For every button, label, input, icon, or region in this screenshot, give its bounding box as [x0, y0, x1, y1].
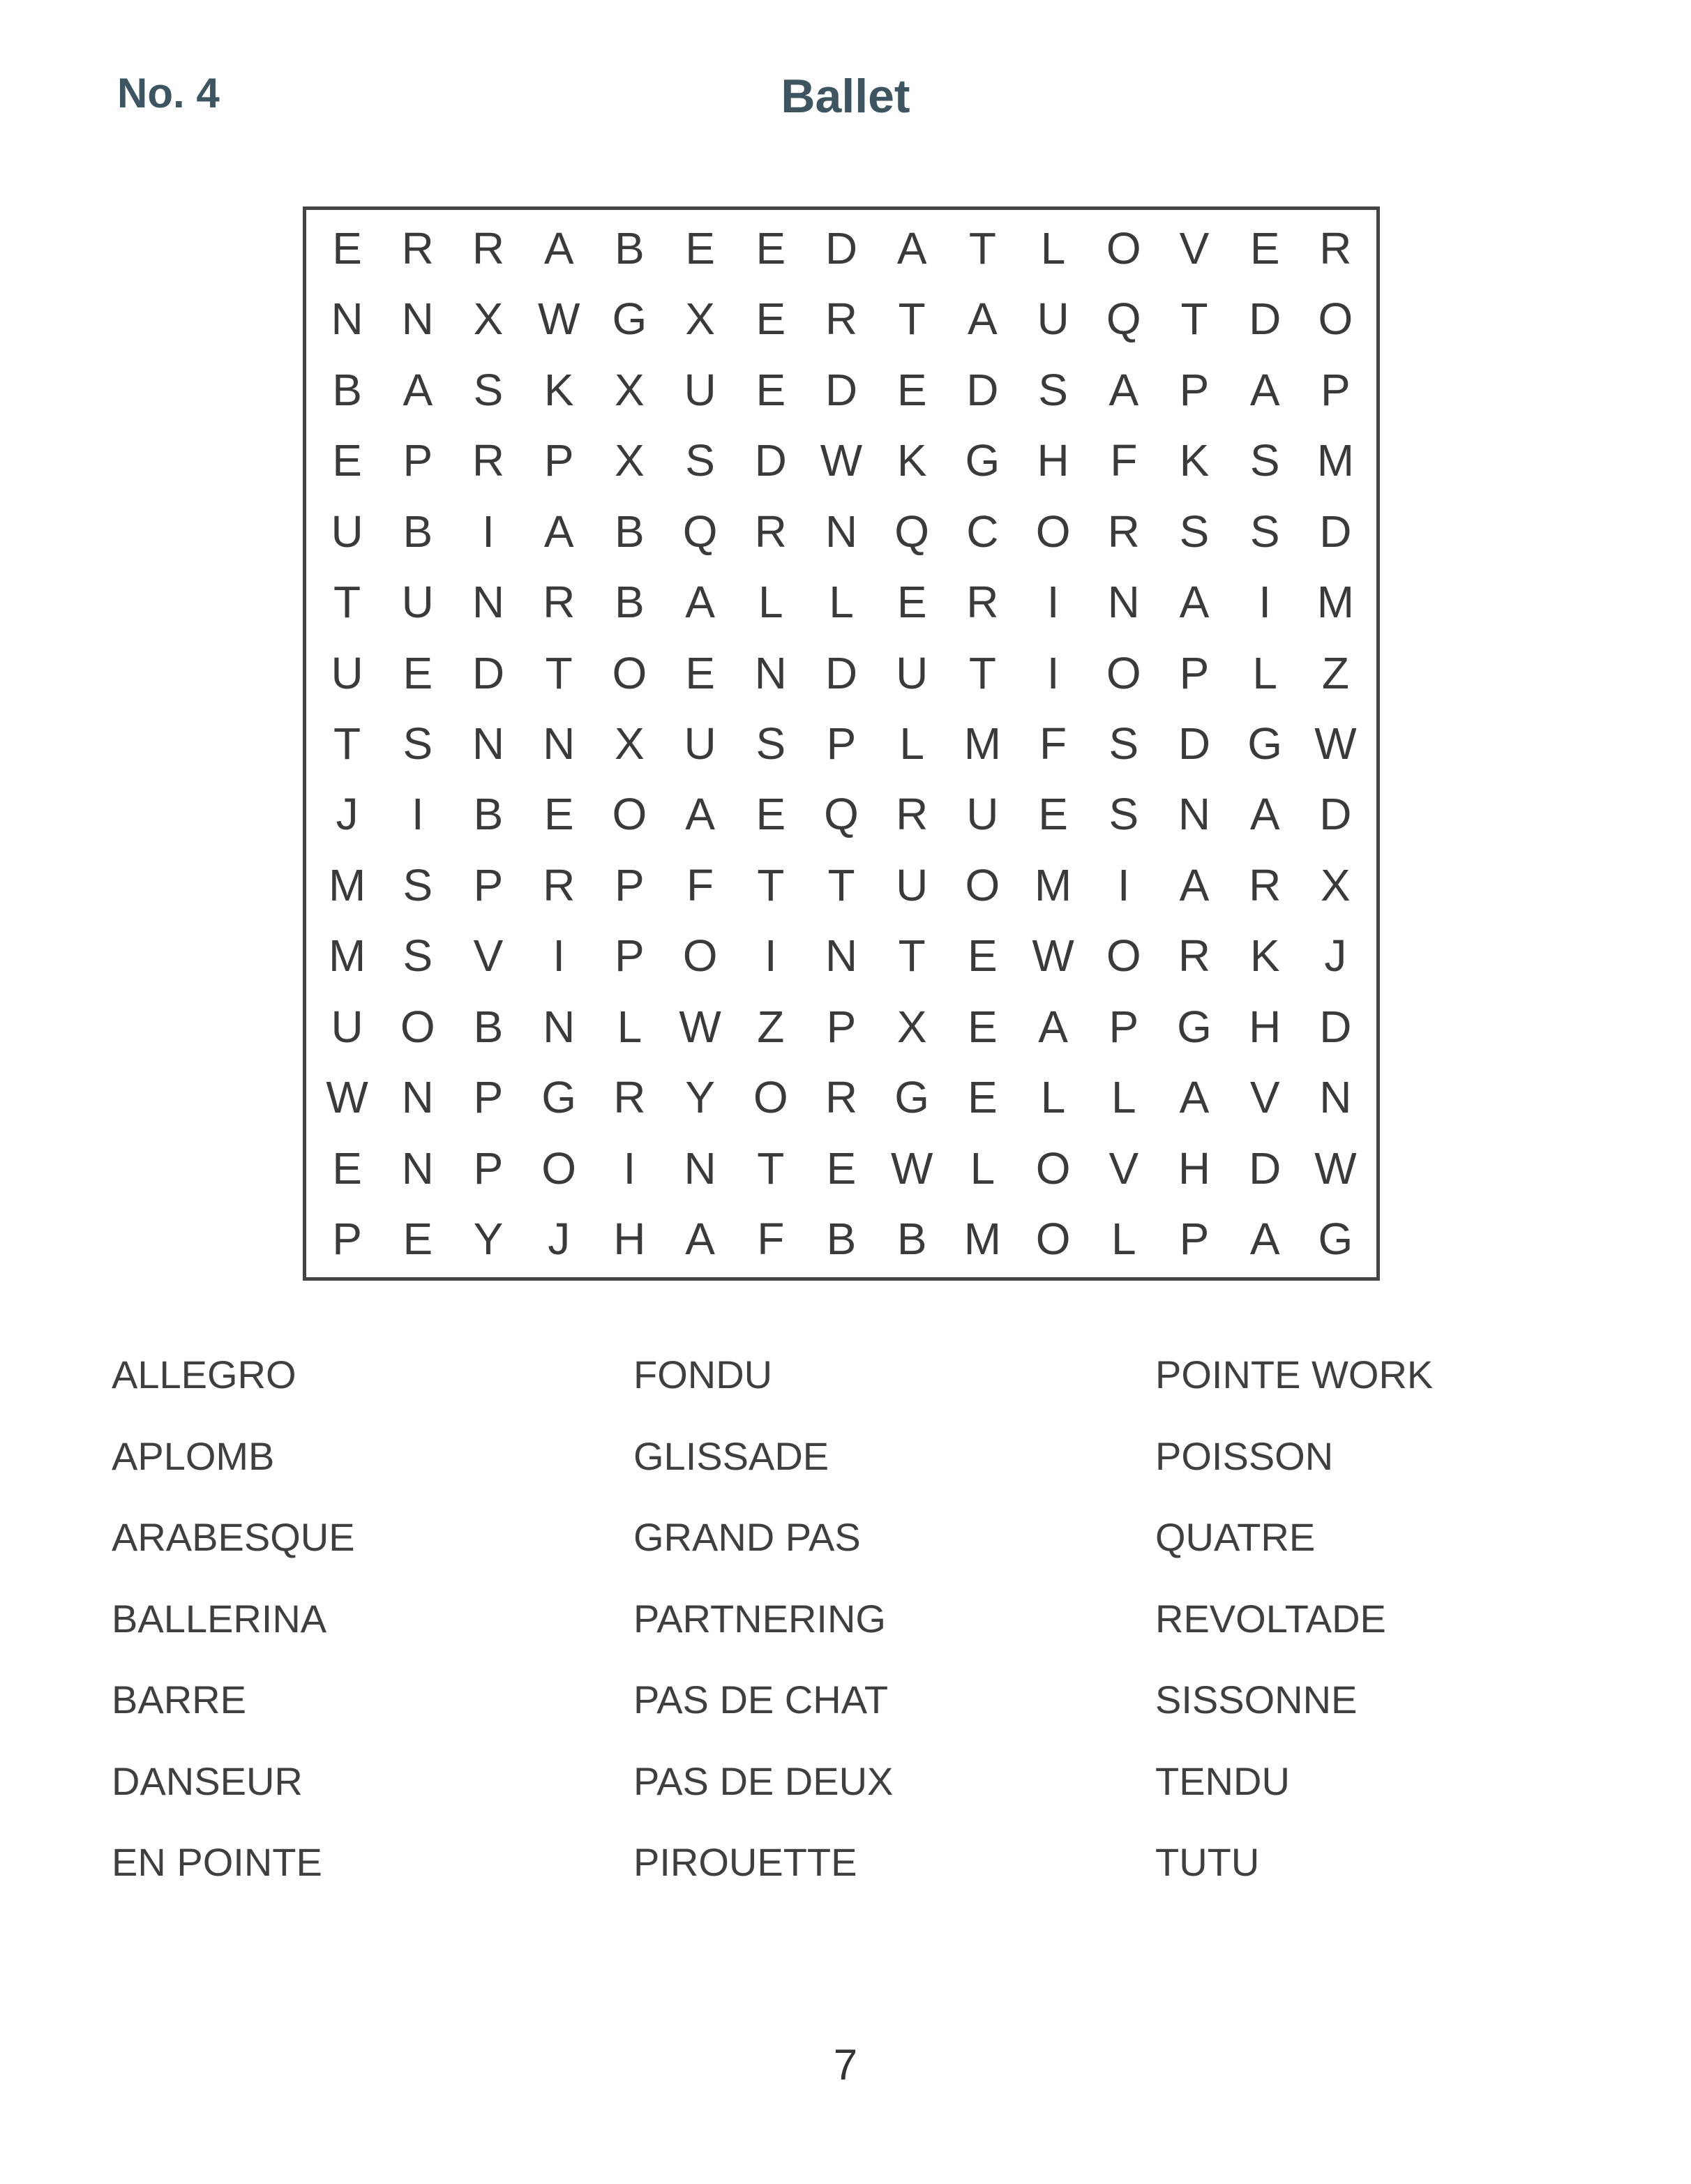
grid-cell[interactable]: J [336, 789, 359, 840]
grid-cell[interactable]: B [473, 789, 504, 840]
grid-cell[interactable]: V [1249, 1072, 1280, 1123]
grid-cell[interactable]: J [1324, 931, 1347, 981]
grid-cell[interactable]: B [896, 1214, 927, 1265]
word-list-item: DANSEUR [112, 1759, 303, 1803]
grid-cell[interactable]: E [332, 1143, 362, 1193]
grid-cell[interactable]: X [685, 294, 715, 345]
grid-cell[interactable]: N [472, 577, 505, 628]
grid-cell[interactable]: E [1038, 789, 1068, 840]
grid-cell[interactable]: I [482, 506, 495, 557]
grid-cell[interactable]: N [684, 1143, 716, 1193]
grid-cell[interactable]: R [966, 577, 999, 628]
grid-cell[interactable]: W [537, 294, 580, 345]
grid-cell[interactable]: L [1040, 1072, 1066, 1123]
word-list-item: SISSONNE [1155, 1678, 1358, 1722]
grid-cell[interactable]: Q [1106, 294, 1141, 345]
grid-cell[interactable]: I [764, 931, 777, 981]
grid-cell[interactable]: E [756, 364, 786, 415]
grid-cell[interactable]: P [473, 859, 504, 910]
word-list-item: PAS DE DEUX [633, 1759, 894, 1803]
grid-cell[interactable]: P [1179, 647, 1210, 698]
grid-cell[interactable]: W [820, 435, 863, 486]
grid-cell[interactable]: R [543, 859, 576, 910]
grid-cell[interactable]: N [401, 294, 434, 345]
word-list-item: TENDU [1155, 1759, 1290, 1803]
grid-cell[interactable]: G [1247, 718, 1283, 769]
grid-cell[interactable]: E [896, 577, 927, 628]
grid-cell[interactable]: S [685, 435, 715, 486]
grid-cell[interactable]: N [1178, 789, 1211, 840]
grid-cell[interactable]: X [615, 435, 645, 486]
grid-cell[interactable]: A [1108, 364, 1139, 415]
grid-cell[interactable]: U [331, 506, 363, 557]
grid-cell[interactable]: N [401, 1072, 434, 1123]
grid-cell[interactable]: M [1316, 435, 1355, 486]
grid-cell[interactable]: N [754, 647, 787, 698]
grid-cell[interactable]: Y [685, 1072, 715, 1123]
grid-cell[interactable]: P [403, 435, 433, 486]
grid-cell[interactable]: F [757, 1214, 785, 1265]
word-list-item: GLISSADE [633, 1433, 829, 1478]
grid-cell[interactable]: K [543, 364, 574, 415]
grid-cell[interactable]: W [1314, 1143, 1357, 1193]
grid-cell[interactable]: E [403, 647, 433, 698]
grid-cell[interactable]: U [684, 718, 716, 769]
grid-cell[interactable]: S [473, 364, 504, 415]
grid-cell[interactable]: L [970, 1143, 995, 1193]
grid-cell[interactable]: D [472, 647, 505, 698]
grid-cell[interactable]: L [1252, 647, 1277, 698]
grid-cell[interactable]: X [615, 718, 645, 769]
grid-cell[interactable]: D [1319, 506, 1352, 557]
grid-cell[interactable]: I [1046, 577, 1060, 628]
grid-cell[interactable]: M [963, 718, 1002, 769]
word-list-item: POISSON [1155, 1433, 1334, 1478]
grid-cell[interactable]: T [898, 931, 926, 981]
page-number: 7 [833, 2041, 858, 2089]
grid-cell[interactable]: R [401, 223, 434, 273]
grid-cell[interactable]: J [548, 1214, 571, 1265]
grid-cell[interactable]: U [1037, 294, 1069, 345]
puzzle-title: Ballet [781, 70, 910, 123]
grid-cell[interactable]: U [401, 577, 434, 628]
grid-cell[interactable]: O [541, 1143, 577, 1193]
grid-cell[interactable]: B [615, 223, 645, 273]
grid-cell[interactable]: P [826, 718, 857, 769]
grid-cell[interactable]: R [1319, 223, 1352, 273]
grid-cell[interactable]: S [756, 718, 786, 769]
grid-cell[interactable]: P [1108, 1001, 1139, 1052]
grid-cell[interactable]: T [545, 647, 573, 698]
grid-cell[interactable]: M [328, 859, 366, 910]
grid-cell[interactable]: S [1179, 506, 1210, 557]
grid-cell[interactable]: A [1038, 1001, 1068, 1052]
grid-cell[interactable]: E [543, 789, 574, 840]
grid-cell[interactable]: P [1179, 1214, 1210, 1265]
grid-cell[interactable]: Q [824, 789, 859, 840]
grid-cell[interactable]: G [1177, 1001, 1212, 1052]
grid-cell[interactable]: M [963, 1214, 1002, 1265]
grid-cell[interactable]: T [968, 223, 996, 273]
word-list-item: PAS DE CHAT [633, 1678, 889, 1722]
grid-cell[interactable]: L [1111, 1214, 1136, 1265]
grid-cell[interactable]: B [826, 1214, 857, 1265]
grid-cell[interactable]: U [684, 364, 716, 415]
grid-cell[interactable]: B [473, 1001, 504, 1052]
grid-cell[interactable]: T [757, 1143, 785, 1193]
grid-cell[interactable]: O [753, 1072, 788, 1123]
grid-cell[interactable]: O [612, 647, 647, 698]
grid-cell[interactable]: V [473, 931, 504, 981]
grid-cell[interactable]: A [543, 223, 574, 273]
grid-cell[interactable]: B [332, 364, 362, 415]
grid-cell[interactable]: R [613, 1072, 646, 1123]
grid-cell[interactable]: I [1117, 859, 1130, 910]
grid-cell[interactable]: Y [473, 1214, 504, 1265]
word-list-item: APLOMB [112, 1433, 275, 1478]
grid-cell[interactable]: A [543, 506, 574, 557]
grid-cell[interactable]: L [899, 718, 924, 769]
grid-cell[interactable]: T [757, 859, 785, 910]
grid-cell[interactable]: X [1321, 859, 1351, 910]
grid-cell[interactable]: E [896, 364, 927, 415]
grid-cell[interactable]: P [473, 1072, 504, 1123]
grid-cell[interactable]: T [333, 718, 361, 769]
grid-cell[interactable]: L [617, 1001, 642, 1052]
grid-cell[interactable]: R [896, 789, 929, 840]
grid-cell[interactable]: G [612, 294, 647, 345]
grid-cell[interactable]: S [1249, 506, 1280, 557]
word-list-item: FONDU [633, 1353, 773, 1396]
grid-cell[interactable]: K [1249, 931, 1280, 981]
word-list-item: PIROUETTE [633, 1840, 857, 1884]
grid-cell[interactable]: O [1035, 1143, 1071, 1193]
grid-cell[interactable]: I [411, 789, 424, 840]
grid-cell[interactable]: W [1314, 718, 1357, 769]
grid-cell[interactable]: M [328, 931, 366, 981]
grid-cell[interactable]: O [965, 859, 1000, 910]
grid-cell[interactable]: A [1179, 859, 1210, 910]
grid-cell[interactable]: F [1039, 718, 1067, 769]
grid-cell[interactable]: I [553, 931, 566, 981]
grid-cell[interactable]: K [896, 435, 927, 486]
grid-cell[interactable]: E [968, 931, 998, 981]
grid-cell[interactable]: T [333, 577, 361, 628]
word-list [112, 1353, 1577, 1922]
grid-cell[interactable]: Z [757, 1001, 785, 1052]
grid-cell[interactable]: N [331, 294, 363, 345]
grid-cell[interactable]: R [472, 223, 505, 273]
grid-cell[interactable]: V [1179, 223, 1210, 273]
grid-cell[interactable]: A [968, 294, 998, 345]
grid-cell[interactable]: Z [1321, 647, 1349, 698]
grid-cell[interactable]: R [1107, 506, 1140, 557]
grid-cell[interactable]: C [966, 506, 999, 557]
grid-cell[interactable]: A [896, 223, 927, 273]
grid-cell[interactable]: O [1035, 506, 1071, 557]
grid-cell[interactable]: A [685, 789, 715, 840]
puzzle-number: No. 4 [117, 70, 220, 116]
grid-cell[interactable]: A [1249, 1214, 1280, 1265]
grid-cell[interactable]: G [541, 1072, 577, 1123]
grid-cell[interactable]: E [756, 294, 786, 345]
letter-grid [303, 206, 1380, 1281]
grid-cell[interactable]: U [966, 789, 999, 840]
grid-cell[interactable]: D [825, 364, 858, 415]
grid-cell[interactable]: A [685, 577, 715, 628]
grid-cell[interactable]: S [403, 718, 433, 769]
grid-cell[interactable]: D [1319, 789, 1352, 840]
grid-cell[interactable]: L [829, 577, 854, 628]
grid-cell[interactable]: A [685, 1214, 715, 1265]
grid-cell[interactable]: E [403, 1214, 433, 1265]
grid-cell[interactable]: B [403, 506, 433, 557]
grid-cell[interactable]: E [756, 789, 786, 840]
grid-cell[interactable]: S [1249, 435, 1280, 486]
grid-cell[interactable]: R [825, 1072, 858, 1123]
grid-cell[interactable]: W [679, 1001, 721, 1052]
grid-cell[interactable]: I [1046, 647, 1060, 698]
grid-cell[interactable]: P [615, 931, 645, 981]
grid-cell[interactable]: D [966, 364, 999, 415]
word-list-item: ARABESQUE [112, 1515, 355, 1559]
grid-cell[interactable]: G [965, 435, 1000, 486]
grid-cell[interactable]: N [1107, 577, 1140, 628]
word-list-item: PARTNERING [633, 1596, 886, 1641]
grid-cell[interactable]: N [401, 1143, 434, 1193]
grid-cell[interactable]: I [1258, 577, 1272, 628]
grid-cell[interactable]: N [1319, 1072, 1352, 1123]
grid-cell[interactable]: O [1035, 1214, 1071, 1265]
grid-cell[interactable]: G [1318, 1214, 1353, 1265]
word-list-item: POINTE WORK [1155, 1353, 1434, 1396]
grid-cell[interactable]: I [623, 1143, 636, 1193]
grid-cell[interactable]: S [1108, 789, 1139, 840]
grid-cell[interactable]: N [825, 931, 858, 981]
grid-cell[interactable]: T [968, 647, 996, 698]
word-list-item: EN POINTE [112, 1840, 322, 1884]
grid-cell[interactable]: N [543, 718, 576, 769]
grid-cell[interactable]: E [1249, 223, 1280, 273]
grid-cell[interactable]: P [826, 1001, 857, 1052]
grid-cell[interactable]: B [615, 577, 645, 628]
word-list-item: ALLEGRO [112, 1353, 296, 1396]
grid-cell[interactable]: A [403, 364, 433, 415]
grid-cell[interactable]: W [890, 1143, 933, 1193]
grid-cell[interactable]: P [332, 1214, 362, 1265]
word-list-item: QUATRE [1155, 1515, 1316, 1559]
grid-cell[interactable]: D [1178, 718, 1211, 769]
grid-cell[interactable]: Q [682, 506, 718, 557]
grid-cell[interactable]: E [332, 435, 362, 486]
grid-cell[interactable]: X [896, 1001, 927, 1052]
grid-cell[interactable]: O [1318, 294, 1353, 345]
grid-cell[interactable]: S [403, 931, 433, 981]
grid-cell[interactable]: G [894, 1072, 930, 1123]
grid-cell[interactable]: A [1179, 1072, 1210, 1123]
grid-cell[interactable]: W [326, 1072, 368, 1123]
grid-cell[interactable]: K [1179, 435, 1210, 486]
grid-cell[interactable]: U [896, 859, 929, 910]
grid-cell[interactable]: E [685, 647, 715, 698]
grid-cell[interactable]: P [473, 1143, 504, 1193]
grid-cell[interactable]: P [543, 435, 574, 486]
grid-cell[interactable]: M [1316, 577, 1355, 628]
grid-cell[interactable]: A [1249, 364, 1280, 415]
grid-cell[interactable]: D [825, 223, 858, 273]
grid-cell[interactable]: L [758, 577, 783, 628]
grid-cell[interactable]: D [754, 435, 787, 486]
grid-cell[interactable]: O [1106, 931, 1141, 981]
grid-cell[interactable]: X [615, 364, 645, 415]
grid-cell[interactable]: H [613, 1214, 646, 1265]
grid-cell[interactable]: H [1178, 1143, 1211, 1193]
grid-cell[interactable]: E [685, 223, 715, 273]
grid-cell[interactable]: R [1178, 931, 1211, 981]
word-list-item: REVOLTADE [1155, 1596, 1386, 1641]
grid-cell[interactable]: D [1319, 1001, 1352, 1052]
word-list-item: TUTU [1155, 1840, 1260, 1884]
grid-cell[interactable]: X [473, 294, 504, 345]
grid-cell[interactable]: L [1040, 223, 1066, 273]
grid-cell[interactable]: E [968, 1001, 998, 1052]
grid-cell[interactable]: S [403, 859, 433, 910]
grid-cell[interactable]: P [1321, 364, 1351, 415]
grid-cell[interactable]: Q [894, 506, 930, 557]
grid-cell[interactable]: B [615, 506, 645, 557]
word-list-item: BARRE [112, 1678, 246, 1722]
grid-cell[interactable]: E [826, 1143, 857, 1193]
word-list-item: BALLERINA [112, 1596, 327, 1641]
grid-cell[interactable]: U [896, 647, 929, 698]
grid-cell[interactable]: R [1249, 859, 1282, 910]
grid-cell[interactable]: N [543, 1001, 576, 1052]
grid-cell[interactable]: T [827, 859, 855, 910]
grid-cell[interactable]: H [1037, 435, 1069, 486]
grid-cell[interactable]: D [1249, 1143, 1282, 1193]
grid-cell[interactable]: V [1108, 1143, 1139, 1193]
grid-cell[interactable]: P [615, 859, 645, 910]
grid-cell[interactable]: R [543, 577, 576, 628]
grid-cell[interactable]: R [754, 506, 787, 557]
grid-cell[interactable]: D [825, 647, 858, 698]
grid-cell[interactable]: P [1179, 364, 1210, 415]
grid-cell[interactable]: E [968, 1072, 998, 1123]
grid-cell[interactable]: R [472, 435, 505, 486]
grid-cell[interactable]: O [1106, 647, 1141, 698]
grid-cell[interactable]: A [1249, 789, 1280, 840]
grid-cell[interactable]: W [1032, 931, 1074, 981]
grid-cell[interactable]: H [1249, 1001, 1282, 1052]
grid-cell[interactable]: N [825, 506, 858, 557]
grid-cell[interactable]: L [1111, 1072, 1136, 1123]
grid-cell[interactable]: S [1038, 364, 1068, 415]
grid-cell[interactable]: R [825, 294, 858, 345]
grid-cell[interactable]: E [756, 223, 786, 273]
grid-cell[interactable]: S [1108, 718, 1139, 769]
grid-cell[interactable]: U [331, 647, 363, 698]
grid-cell[interactable]: E [332, 223, 362, 273]
grid-cell[interactable]: D [1249, 294, 1282, 345]
grid-cell[interactable]: O [400, 1001, 435, 1052]
grid-cell[interactable]: F [1110, 435, 1138, 486]
grid-cell[interactable]: T [898, 294, 926, 345]
grid-cell[interactable]: A [1179, 577, 1210, 628]
grid-cell[interactable]: M [1034, 859, 1072, 910]
grid-cell[interactable]: O [682, 931, 718, 981]
grid-cell[interactable]: O [612, 789, 647, 840]
grid-cell[interactable]: F [686, 859, 714, 910]
grid-cell[interactable]: U [331, 1001, 363, 1052]
word-list-item: GRAND PAS [633, 1515, 861, 1559]
grid-cell[interactable]: N [472, 718, 505, 769]
grid-cell[interactable]: T [1180, 294, 1208, 345]
grid-cell[interactable]: O [1106, 223, 1141, 273]
